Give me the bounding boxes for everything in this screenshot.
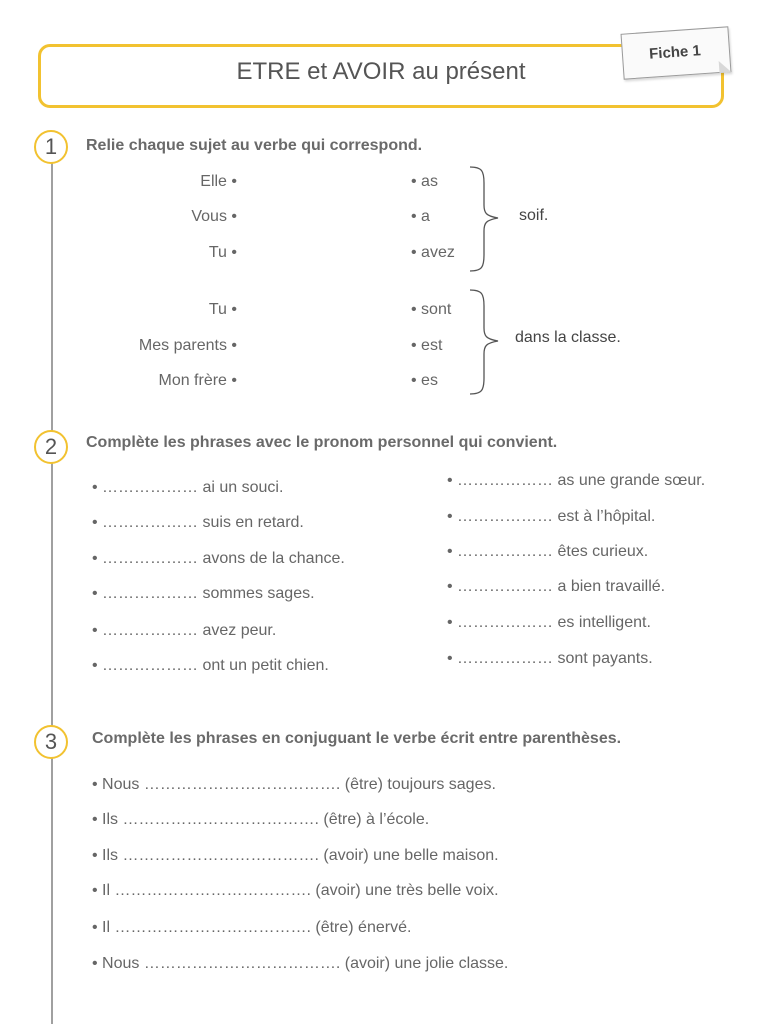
- fill-blank-item[interactable]: • ……………… ai un souci.: [92, 479, 284, 496]
- curly-brace-icon: [468, 165, 508, 273]
- section3-heading: Complète les phrases en conjuguant le verbe écrit entre parenthèses.: [92, 730, 622, 747]
- curly-brace-icon: [468, 288, 508, 396]
- fill-blank-item[interactable]: • ……………… sont payants.: [447, 650, 653, 667]
- fill-blank-item[interactable]: • ……………… est à l’hôpital.: [447, 508, 656, 525]
- conjugation-item[interactable]: • Il ………………………………. (avoir) une très belle voix.: [92, 882, 499, 899]
- page-fold-icon: [719, 60, 732, 73]
- verb-item[interactable]: • es: [411, 372, 438, 389]
- fill-blank-item[interactable]: • ……………… ont un petit chien.: [92, 657, 329, 674]
- subject-item[interactable]: Elle •: [200, 173, 237, 190]
- conjugation-item[interactable]: • Ils ………………………………. (être) à l’école.: [92, 811, 430, 828]
- verb-item[interactable]: • avez: [411, 244, 455, 261]
- section2-heading: Complète les phrases avec le pronom personnel qui convient.: [86, 434, 558, 451]
- conjugation-item[interactable]: • Il ………………………………. (être) énervé.: [92, 919, 412, 936]
- conjugation-item[interactable]: • Ils ………………………………. (avoir) une belle maison.: [92, 847, 499, 864]
- conjugation-item[interactable]: • Nous ………………………………. (être) toujours sages.: [92, 776, 496, 793]
- section-number-3: 3: [34, 725, 68, 759]
- verb-item[interactable]: • sont: [411, 301, 452, 318]
- fill-blank-item[interactable]: • ……………… a bien travaillé.: [447, 578, 666, 595]
- fill-blank-item[interactable]: • ……………… suis en retard.: [92, 514, 304, 531]
- subject-item[interactable]: Mon frère •: [158, 372, 237, 389]
- subject-item[interactable]: Tu •: [208, 301, 237, 318]
- fill-blank-item[interactable]: • ……………… es intelligent.: [447, 614, 651, 631]
- complement-text: dans la classe.: [515, 329, 621, 346]
- section-number-2: 2: [34, 430, 68, 464]
- timeline-line: [51, 162, 53, 1024]
- complement-text: soif.: [519, 207, 549, 224]
- page-title: ETRE et AVOIR au présent: [236, 58, 526, 85]
- subject-item[interactable]: Mes parents •: [138, 337, 237, 354]
- conjugation-item[interactable]: • Nous ………………………………. (avoir) une jolie classe.: [92, 955, 509, 972]
- fiche-label: Fiche 1: [648, 42, 702, 63]
- fill-blank-item[interactable]: • ……………… sommes sages.: [92, 585, 315, 602]
- section-number-1: 1: [34, 130, 68, 164]
- fill-blank-item[interactable]: • ……………… as une grande sœur.: [447, 472, 706, 489]
- verb-item[interactable]: • as: [411, 173, 438, 190]
- fill-blank-item[interactable]: • ……………… avez peur.: [92, 622, 277, 639]
- verb-item[interactable]: • a: [411, 208, 430, 225]
- section1-heading: Relie chaque sujet au verbe qui correspond.: [86, 137, 423, 154]
- fill-blank-item[interactable]: • ……………… avons de la chance.: [92, 550, 345, 567]
- fill-blank-item[interactable]: • ……………… êtes curieux.: [447, 543, 649, 560]
- subject-item[interactable]: Vous •: [191, 208, 237, 225]
- verb-item[interactable]: • est: [411, 337, 443, 354]
- subject-item[interactable]: Tu •: [208, 244, 237, 261]
